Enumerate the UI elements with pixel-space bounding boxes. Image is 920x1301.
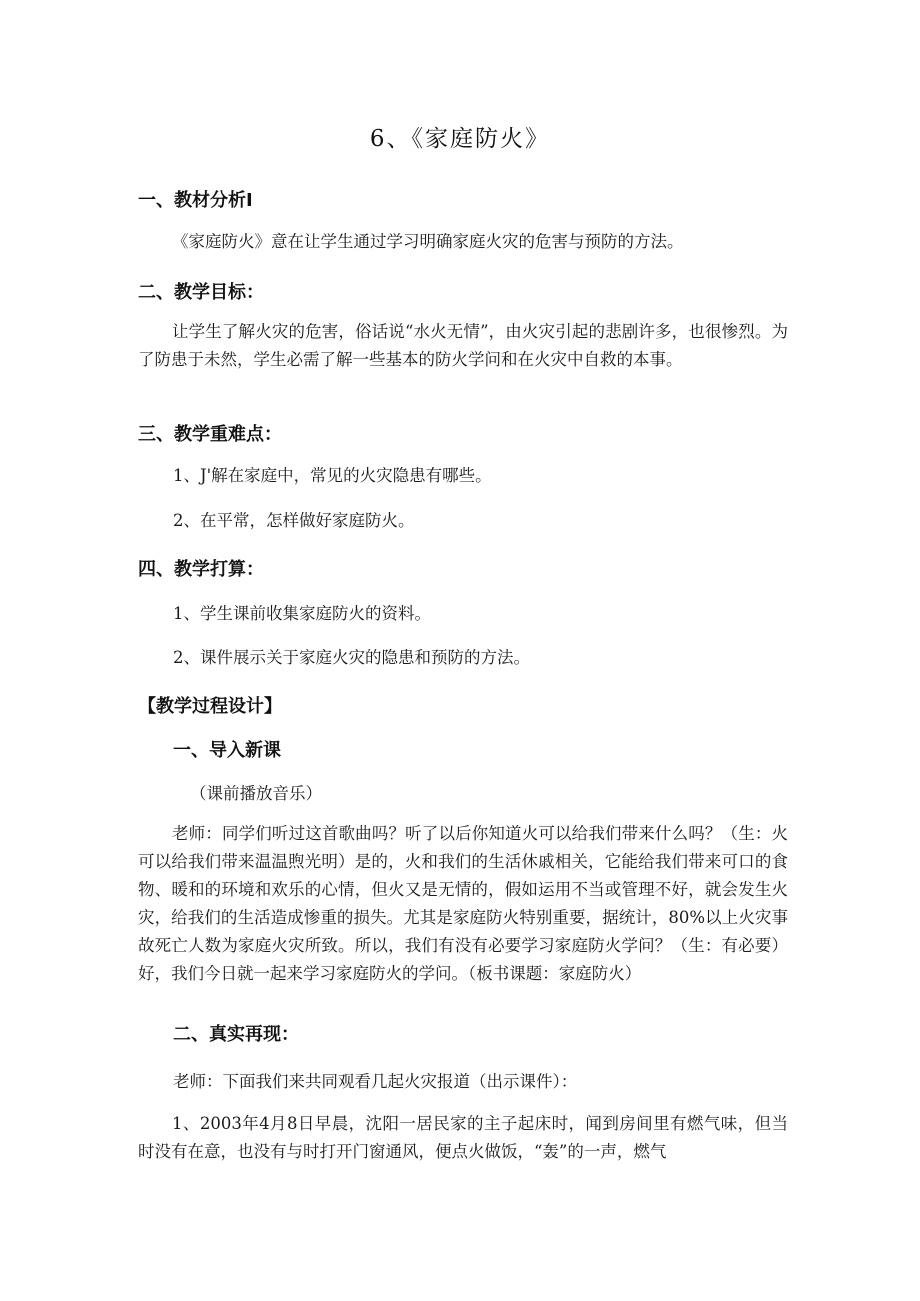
section-3-heading: 三、教学重难点： <box>138 424 282 445</box>
section-1-heading: 一、教材分析I <box>138 190 253 211</box>
section-2-body: 让学生了解火灾的危害，俗话说“水火无情”，由火灾引起的悲剧许多，也很惨烈。为了防患于未然，学生必需了解一些基本的防火学问和在火灾中自救的本事。 <box>138 322 788 369</box>
part-1-note: （课前播放音乐） <box>190 784 322 803</box>
section-4-item-1: 1、学生课前收集家庭防火的资料。 <box>173 604 431 623</box>
section-4-item-2: 2、课件展示关于家庭火灾的隐患和预防的方法。 <box>173 648 530 667</box>
section-1-body: 《家庭防火》意在让学生通过学习明确家庭火灾的危害与预防的方法。 <box>172 232 684 251</box>
part-1-body: 老师：同学们听过这首歌曲吗？听了以后你知道火可以给我们带来什么吗？（生：火可以给我们带来温温煦光明）是的，火和我们的生活休戚相关，它能给我们带来可口的食物、暖和的环境和欢乐的心情，但火又是无情的，假如运用不当或管理不好，就会发生火灾，给我们的生活造成惨重的损失。尤其是家庭防火特别重要，据统计，80%以上火灾事故死亡人数为家庭火灾所致。所以，我们有没有必要学习家庭防火学问？（生：有必要）好，我们今日就一起来学习家庭防火的学问。（板书课题：家庭防火） <box>138 824 788 983</box>
part-2-case-1: 1、2003年4月8日早晨，沈阳一居民家的主子起床时，闻到房间里有燃气味，但当时没有在意，也没有与时打开门窗通风，便点火做饭，“轰”的一声，燃气 <box>138 1114 788 1161</box>
section-2-heading: 二、教学目标： <box>138 282 264 303</box>
process-heading: 【教学过程设计】 <box>138 696 282 717</box>
part-2-heading: 二、真实再现： <box>173 1024 299 1045</box>
section-3-item-2: 2、在平常，怎样做好家庭防火。 <box>173 511 415 530</box>
section-3-item-1: 1、J'解在家庭中，常见的火灾隐患有哪些。 <box>173 466 492 485</box>
part-2-intro: 老师：下面我们来共同观看几起火灾报道（出示课件）： <box>173 1072 578 1091</box>
part-1-heading: 一、导入新课 <box>173 740 281 761</box>
section-4-heading: 四、教学打算： <box>138 559 264 580</box>
document-title: 6、《家庭防火》 <box>369 126 551 152</box>
